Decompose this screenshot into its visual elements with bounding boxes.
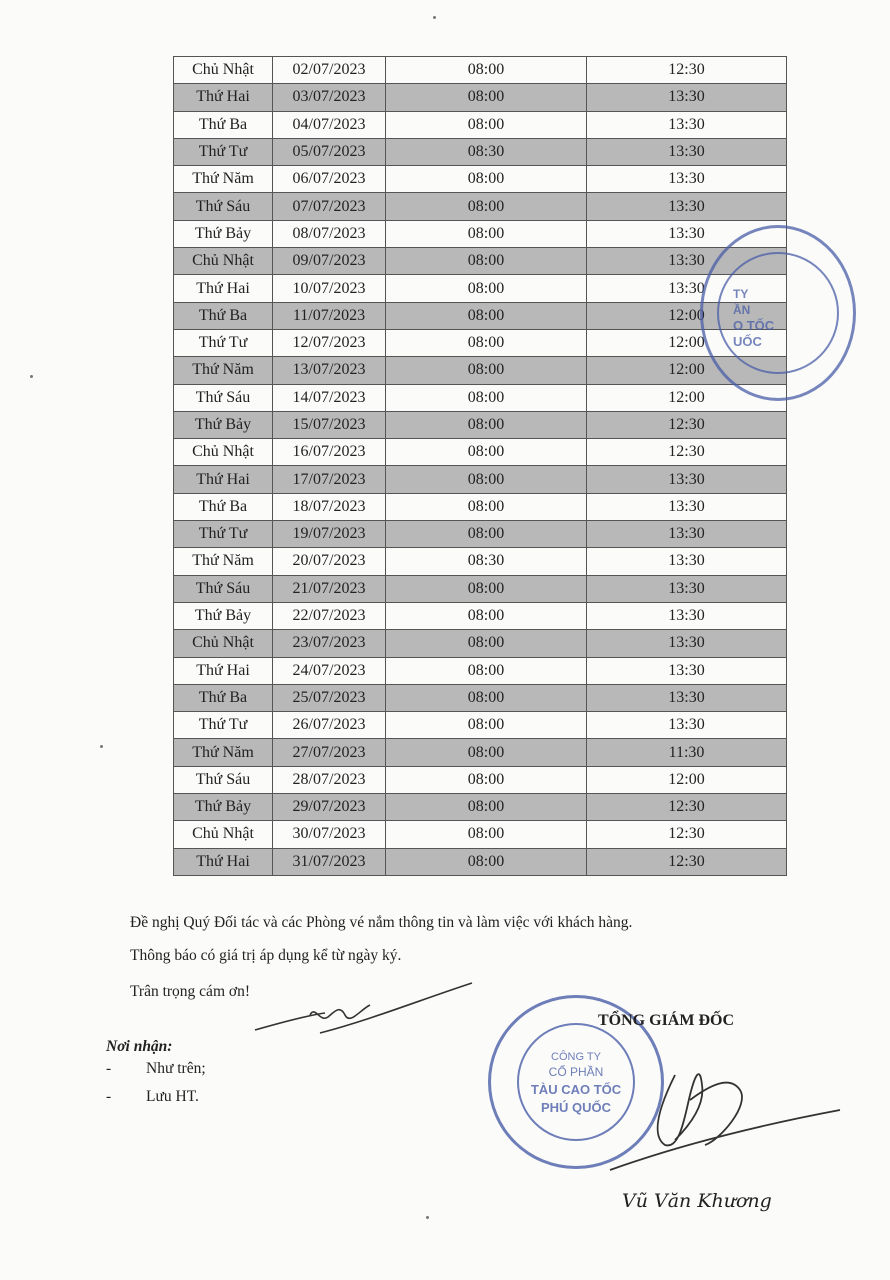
close-time-cell: 12:00 (587, 357, 787, 384)
schedule-row (174, 411, 787, 438)
day-cell: Thứ Năm (174, 357, 273, 384)
close-time-cell: 13:30 (587, 220, 787, 247)
close-time-cell: 13:30 (587, 548, 787, 575)
company-seal-partial (700, 225, 856, 401)
svg-text:ẦN: ẦN (733, 303, 751, 317)
close-time-cell: 13:30 (587, 248, 787, 275)
open-time-cell: 08:00 (386, 794, 587, 821)
day-cell: Chủ Nhật (174, 630, 273, 657)
day-cell: Thứ Năm (174, 739, 273, 766)
close-time-cell: 12:30 (587, 439, 787, 466)
director-signature (590, 1045, 850, 1175)
schedule-table (173, 56, 787, 876)
schedule-row (174, 575, 787, 602)
scan-speck (426, 1216, 429, 1219)
open-time-cell: 08:00 (386, 766, 587, 793)
date-cell: 09/07/2023 (273, 248, 386, 275)
schedule-row (174, 384, 787, 411)
close-time-cell: 13:30 (587, 657, 787, 684)
day-cell: Thứ Hai (174, 275, 273, 302)
open-time-cell: 08:00 (386, 848, 587, 875)
open-time-cell: 08:00 (386, 166, 587, 193)
close-time-cell: 13:30 (587, 466, 787, 493)
date-cell: 10/07/2023 (273, 275, 386, 302)
schedule-row (174, 220, 787, 247)
schedule-row (174, 138, 787, 165)
date-cell: 16/07/2023 (273, 439, 386, 466)
seal-line-2: CỔ PHẦN (548, 1065, 604, 1079)
day-cell: Thứ Tư (174, 138, 273, 165)
director-title: TỔNG GIÁM ĐỐC (598, 1012, 734, 1029)
schedule-row (174, 739, 787, 766)
open-time-cell: 08:00 (386, 712, 587, 739)
recipient-item: - Như trên; (106, 1060, 206, 1077)
date-cell: 27/07/2023 (273, 739, 386, 766)
date-cell: 19/07/2023 (273, 521, 386, 548)
close-time-cell: 13:30 (587, 602, 787, 629)
open-time-cell: 08:00 (386, 84, 587, 111)
seal-line-1: CÔNG TY (551, 1051, 601, 1063)
seal-line-3: TÀU CAO TỐC (530, 1082, 622, 1097)
scan-speck (30, 375, 33, 378)
open-time-cell: 08:00 (386, 275, 587, 302)
date-cell: 17/07/2023 (273, 466, 386, 493)
schedule-row (174, 602, 787, 629)
recipients-title: Nơi nhận: (106, 1038, 173, 1055)
close-time-cell: 13:30 (587, 712, 787, 739)
close-time-cell: 13:30 (587, 84, 787, 111)
date-cell: 08/07/2023 (273, 220, 386, 247)
day-cell: Thứ Sáu (174, 384, 273, 411)
date-cell: 22/07/2023 (273, 602, 386, 629)
schedule-row (174, 84, 787, 111)
close-time-cell: 12:00 (587, 766, 787, 793)
close-time-cell: 13:30 (587, 684, 787, 711)
open-time-cell: 08:30 (386, 548, 587, 575)
close-time-cell: 12:30 (587, 411, 787, 438)
open-time-cell: 08:00 (386, 411, 587, 438)
schedule-row (174, 248, 787, 275)
body-line-3: Trân trọng cám ơn! (130, 983, 250, 1000)
date-cell: 18/07/2023 (273, 493, 386, 520)
open-time-cell: 08:00 (386, 684, 587, 711)
date-cell: 07/07/2023 (273, 193, 386, 220)
schedule-row (174, 466, 787, 493)
scan-speck (433, 16, 436, 19)
date-cell: 06/07/2023 (273, 166, 386, 193)
svg-text:TY: TY (733, 287, 749, 301)
day-cell: Chủ Nhật (174, 821, 273, 848)
close-time-cell: 12:00 (587, 329, 787, 356)
schedule-row (174, 821, 787, 848)
close-time-cell: 12:30 (587, 794, 787, 821)
open-time-cell: 08:00 (386, 739, 587, 766)
initial-signature (250, 975, 480, 1055)
day-cell: Thứ Ba (174, 111, 273, 138)
day-cell: Thứ Sáu (174, 766, 273, 793)
schedule-row (174, 166, 787, 193)
close-time-cell: 13:30 (587, 521, 787, 548)
day-cell: Chủ Nhật (174, 439, 273, 466)
open-time-cell: 08:00 (386, 493, 587, 520)
schedule-row (174, 439, 787, 466)
open-time-cell: 08:30 (386, 138, 587, 165)
date-cell: 21/07/2023 (273, 575, 386, 602)
body-line-2: Thông báo có giá trị áp dụng kể từ ngày ký. (130, 947, 402, 964)
schedule-row (174, 657, 787, 684)
open-time-cell: 08:00 (386, 575, 587, 602)
schedule-row (174, 302, 787, 329)
signer-name: Vũ Văn Khương (622, 1190, 772, 1212)
day-cell: Thứ Hai (174, 848, 273, 875)
date-cell: 11/07/2023 (273, 302, 386, 329)
close-time-cell: 13:30 (587, 575, 787, 602)
schedule-row (174, 794, 787, 821)
open-time-cell: 08:00 (386, 220, 587, 247)
open-time-cell: 08:00 (386, 630, 587, 657)
date-cell: 13/07/2023 (273, 357, 386, 384)
date-cell: 29/07/2023 (273, 794, 386, 821)
open-time-cell: 08:00 (386, 384, 587, 411)
open-time-cell: 08:00 (386, 57, 587, 84)
open-time-cell: 08:00 (386, 821, 587, 848)
date-cell: 05/07/2023 (273, 138, 386, 165)
close-time-cell: 13:30 (587, 275, 787, 302)
day-cell: Thứ Hai (174, 466, 273, 493)
date-cell: 15/07/2023 (273, 411, 386, 438)
close-time-cell: 12:30 (587, 821, 787, 848)
schedule-row (174, 548, 787, 575)
day-cell: Chủ Nhật (174, 57, 273, 84)
day-cell: Thứ Ba (174, 684, 273, 711)
schedule-row (174, 275, 787, 302)
schedule-row (174, 357, 787, 384)
schedule-row (174, 193, 787, 220)
schedule-row (174, 493, 787, 520)
date-cell: 20/07/2023 (273, 548, 386, 575)
open-time-cell: 08:00 (386, 302, 587, 329)
open-time-cell: 08:00 (386, 466, 587, 493)
close-time-cell: 12:00 (587, 302, 787, 329)
close-time-cell: 12:30 (587, 848, 787, 875)
close-time-cell: 13:30 (587, 166, 787, 193)
scan-speck (100, 745, 103, 748)
open-time-cell: 08:00 (386, 439, 587, 466)
seal-line-4: PHÚ QUỐC (540, 1100, 612, 1115)
recipient-item: - Lưu HT. (106, 1088, 199, 1105)
close-time-cell: 13:30 (587, 111, 787, 138)
day-cell: Chủ Nhật (174, 248, 273, 275)
schedule-row (174, 848, 787, 875)
close-time-cell: 13:30 (587, 193, 787, 220)
open-time-cell: 08:00 (386, 111, 587, 138)
date-cell: 26/07/2023 (273, 712, 386, 739)
schedule-row (174, 630, 787, 657)
day-cell: Thứ Bảy (174, 602, 273, 629)
day-cell: Thứ Năm (174, 166, 273, 193)
schedule-row (174, 111, 787, 138)
day-cell: Thứ Bảy (174, 411, 273, 438)
schedule-row (174, 712, 787, 739)
open-time-cell: 08:00 (386, 521, 587, 548)
date-cell: 25/07/2023 (273, 684, 386, 711)
day-cell: Thứ Hai (174, 84, 273, 111)
open-time-cell: 08:00 (386, 602, 587, 629)
day-cell: Thứ Bảy (174, 794, 273, 821)
date-cell: 12/07/2023 (273, 329, 386, 356)
schedule-row (174, 521, 787, 548)
close-time-cell: 11:30 (587, 739, 787, 766)
close-time-cell: 13:30 (587, 493, 787, 520)
date-cell: 03/07/2023 (273, 84, 386, 111)
date-cell: 30/07/2023 (273, 821, 386, 848)
day-cell: Thứ Tư (174, 521, 273, 548)
date-cell: 31/07/2023 (273, 848, 386, 875)
close-time-cell: 13:30 (587, 138, 787, 165)
schedule-row (174, 57, 787, 84)
date-cell: 04/07/2023 (273, 111, 386, 138)
day-cell: Thứ Tư (174, 712, 273, 739)
schedule-row (174, 684, 787, 711)
date-cell: 24/07/2023 (273, 657, 386, 684)
day-cell: Thứ Sáu (174, 193, 273, 220)
day-cell: Thứ Ba (174, 493, 273, 520)
open-time-cell: 08:00 (386, 329, 587, 356)
svg-text:O TỐC: O TỐC (733, 318, 775, 333)
close-time-cell: 13:30 (587, 630, 787, 657)
open-time-cell: 08:00 (386, 193, 587, 220)
date-cell: 23/07/2023 (273, 630, 386, 657)
day-cell: Thứ Hai (174, 657, 273, 684)
open-time-cell: 08:00 (386, 357, 587, 384)
day-cell: Thứ Năm (174, 548, 273, 575)
date-cell: 14/07/2023 (273, 384, 386, 411)
day-cell: Thứ Tư (174, 329, 273, 356)
day-cell: Thứ Ba (174, 302, 273, 329)
close-time-cell: 12:30 (587, 57, 787, 84)
day-cell: Thứ Sáu (174, 575, 273, 602)
date-cell: 02/07/2023 (273, 57, 386, 84)
schedule-row (174, 766, 787, 793)
open-time-cell: 08:00 (386, 248, 587, 275)
date-cell: 28/07/2023 (273, 766, 386, 793)
day-cell: Thứ Bảy (174, 220, 273, 247)
svg-text:UỐC: UỐC (733, 334, 762, 349)
open-time-cell: 08:00 (386, 657, 587, 684)
schedule-row (174, 329, 787, 356)
body-line-1: Đề nghị Quý Đối tác và các Phòng vé nắm thông tin và làm việc với khách hàng. (130, 914, 633, 931)
close-time-cell: 12:00 (587, 384, 787, 411)
